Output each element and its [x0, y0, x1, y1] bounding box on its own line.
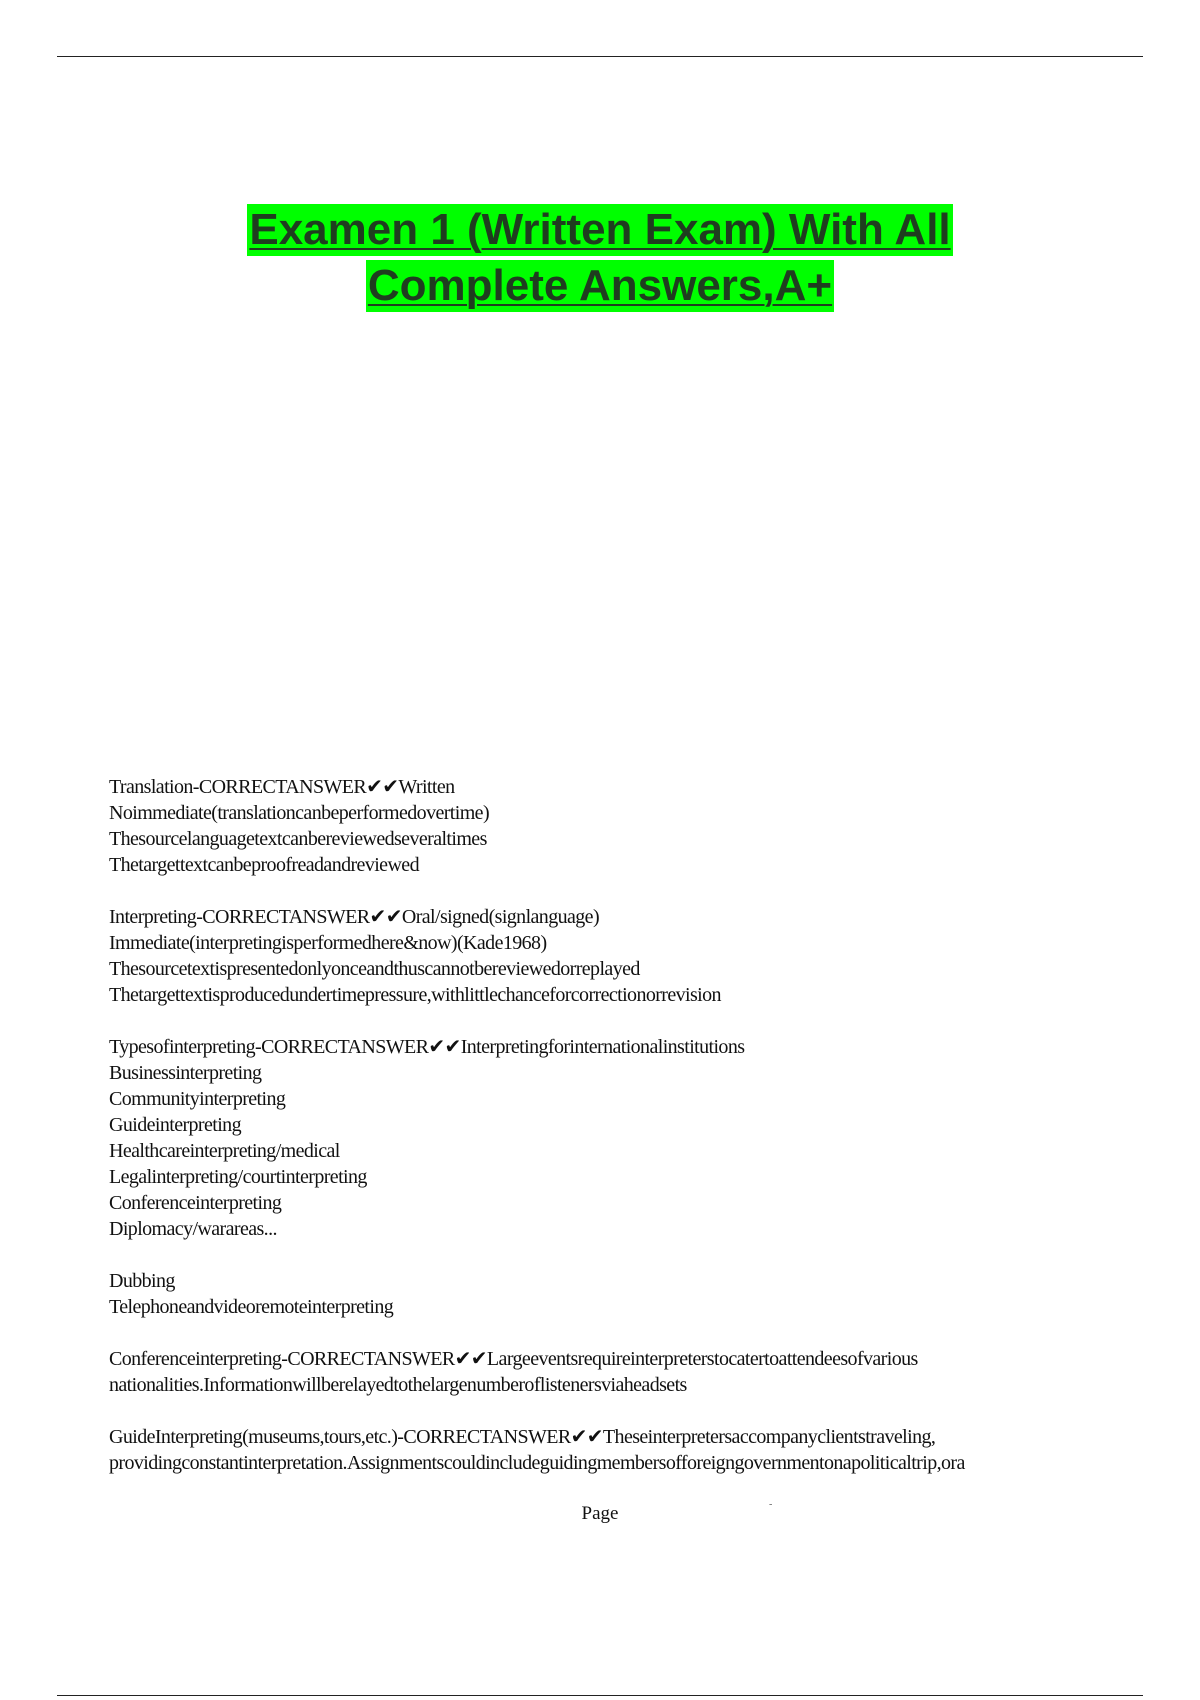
page-footer-label: Page — [581, 1503, 619, 1524]
text-line: Immediate(interpretingisperformedhere&now)(Kade1968) — [109, 932, 547, 954]
text-line: Interpreting-CORRECTANSWER✔✔Oral/signed(signlanguage) — [109, 906, 600, 928]
text-line: Healthcareinterpreting/medical — [109, 1140, 340, 1162]
text-line: Typesofinterpreting-CORRECTANSWER✔✔Interpretingforinternationalinstitutions — [109, 1036, 745, 1058]
text-line: Conferenceinterpreting — [109, 1192, 282, 1214]
title-line-1: Examen 1 (Written Exam) With All — [249, 205, 951, 254]
footer-rule — [57, 1695, 1143, 1696]
text-line: providingconstantinterpretation.Assignmentscouldincludeguidingmembersofforeigngovernmentonapoliticaltrip,ora — [109, 1452, 965, 1474]
title-line-2: Complete Answers,A+ — [367, 261, 833, 310]
text-line: Dubbing — [109, 1270, 175, 1292]
text-line: Guideinterpreting — [109, 1114, 241, 1136]
document-title — [0, 204, 1200, 312]
paragraph-dubbing — [109, 1268, 1169, 1320]
text-line: Thesourcetextispresentedonlyonceandthuscannotbereviewedorreplayed — [109, 958, 640, 980]
text-line: Thetargettextisproducedundertimepressure,withlittlechanceforcorrectionorrevision — [109, 984, 721, 1006]
text-line: Noimmediate(translationcanbeperformedovertime) — [109, 802, 490, 824]
footer-mark: - — [769, 1499, 773, 1510]
text-line: Thetargettextcanbeproofreadandreviewed — [109, 854, 419, 876]
text-line: GuideInterpreting(museums,tours,etc.)-CORRECTANSWER✔✔Theseinterpretersaccompanyclientstraveling, — [109, 1426, 936, 1448]
paragraph-types-of-interpreting — [109, 1034, 1169, 1242]
text-line: Telephoneandvideoremoteinterpreting — [109, 1296, 394, 1318]
document-body — [109, 774, 1169, 1502]
header-rule — [57, 56, 1143, 57]
text-line: Thesourcelanguagetextcanbereviewedseveraltimes — [109, 828, 487, 850]
paragraph-guide-interpreting — [109, 1424, 1169, 1476]
text-line: Translation-CORRECTANSWER✔✔Written — [109, 776, 455, 798]
text-line: Conferenceinterpreting-CORRECTANSWER✔✔Largeeventsrequireinterpreterstocatertoattendeesofvarious — [109, 1348, 918, 1370]
paragraph-conference-interpreting — [109, 1346, 1169, 1398]
text-line: Legalinterpreting/courtinterpreting — [109, 1166, 367, 1188]
text-line: Diplomacy/warareas... — [109, 1218, 277, 1240]
text-line: nationalities.Informationwillberelayedtothelargenumberoflistenersviaheadsets — [109, 1374, 687, 1396]
paragraph-translation — [109, 774, 1169, 878]
text-line: Communityinterpreting — [109, 1088, 286, 1110]
paragraph-interpreting — [109, 904, 1169, 1008]
text-line: Businessinterpreting — [109, 1062, 262, 1084]
